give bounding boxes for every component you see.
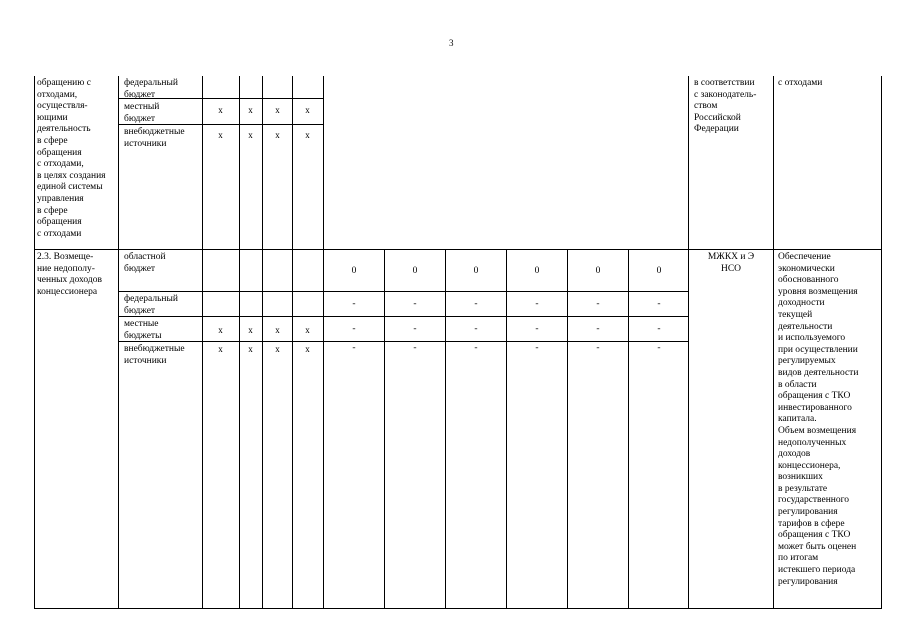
x-mark: х bbox=[305, 344, 310, 354]
measure-name: обращению с отходами, осуществля- ющими деятельность в сфере обращения с отходами, в целях создания единой системы управления в сфере обращения с отходами bbox=[37, 78, 106, 239]
x-mark: х bbox=[305, 105, 310, 115]
value-cell: - bbox=[535, 299, 539, 309]
table-border-right bbox=[881, 76, 882, 609]
table-border-left bbox=[34, 76, 35, 609]
value-cell: - bbox=[535, 343, 539, 353]
table-border-bottom bbox=[34, 608, 882, 609]
funding-source-regional: областной бюджет bbox=[124, 252, 166, 274]
x-mark: х bbox=[275, 325, 280, 335]
x-mark: х bbox=[218, 130, 223, 140]
value-cell: - bbox=[413, 324, 417, 334]
x-mark: х bbox=[275, 130, 280, 140]
value-cell: - bbox=[596, 343, 600, 353]
value-cell: 0 bbox=[473, 266, 479, 276]
col-sep bbox=[292, 76, 293, 609]
x-mark: х bbox=[248, 105, 253, 115]
x-mark: х bbox=[248, 344, 253, 354]
value-cell: - bbox=[596, 299, 600, 309]
col-sep bbox=[262, 76, 263, 609]
value-cell: - bbox=[413, 343, 417, 353]
value-cell: 0 bbox=[534, 266, 540, 276]
value-cell: 0 bbox=[595, 266, 601, 276]
value-cell: - bbox=[657, 343, 661, 353]
value-cell: - bbox=[474, 299, 478, 309]
value-cell: - bbox=[352, 299, 356, 309]
page-number: 3 bbox=[449, 38, 454, 48]
value-cell: - bbox=[413, 299, 417, 309]
value-cell: - bbox=[596, 324, 600, 334]
x-mark: х bbox=[248, 130, 253, 140]
row-sep bbox=[118, 291, 689, 292]
value-cell: - bbox=[657, 324, 661, 334]
x-mark: х bbox=[218, 105, 223, 115]
x-mark: х bbox=[275, 105, 280, 115]
funding-source-federal: федеральный бюджет bbox=[124, 78, 178, 100]
executor: в соответствии с законодатель- ством Российской Федерации bbox=[694, 78, 757, 135]
value-cell: 0 bbox=[656, 266, 662, 276]
x-mark: х bbox=[218, 344, 223, 354]
expected-result: с отходами bbox=[778, 78, 823, 88]
expected-result: Обеспечение экономически обоснованного уровня возмещения доходности текущей деятельности и используемого при осуществлении регулируемых видов деятельности в области обращения с ТКО инвестированного капитала. Объем возмещения недополученных доходов концессионера, возникших в результате государственного регулирования тарифов в сфере обращения с ТКО может быть оценен по итогам истекшего периода регулирования bbox=[778, 252, 859, 587]
funding-source-extrabudgetary: внебюджетные источники bbox=[124, 127, 185, 149]
value-cell: - bbox=[535, 324, 539, 334]
x-mark: х bbox=[218, 325, 223, 335]
section-divider bbox=[34, 249, 882, 250]
measure-name: 2.3. Возмеще- ние недополу- ченных доходов концессионера bbox=[37, 252, 102, 297]
x-mark: х bbox=[275, 344, 280, 354]
funding-source-local: местные бюджеты bbox=[124, 319, 162, 341]
col-sep bbox=[773, 76, 774, 609]
value-cell: - bbox=[352, 343, 356, 353]
value-cell: - bbox=[352, 324, 356, 334]
row-sep bbox=[118, 316, 689, 317]
funding-source-extrabudgetary: внебюджетные источники bbox=[124, 344, 185, 366]
col-sep bbox=[202, 76, 203, 609]
executor: МЖКХ и Э НСО bbox=[707, 252, 755, 274]
value-cell: - bbox=[474, 324, 478, 334]
x-mark: х bbox=[305, 325, 310, 335]
value-cell: - bbox=[657, 299, 661, 309]
value-cell: 0 bbox=[412, 266, 418, 276]
budget-table bbox=[34, 76, 882, 609]
value-cell: - bbox=[474, 343, 478, 353]
funding-source-federal: федеральный бюджет bbox=[124, 294, 178, 316]
funding-source-local: местный бюджет bbox=[124, 102, 160, 124]
x-mark: х bbox=[248, 325, 253, 335]
row-sep bbox=[118, 341, 689, 342]
col-sep bbox=[239, 76, 240, 609]
x-mark: х bbox=[305, 130, 310, 140]
value-cell: 0 bbox=[351, 266, 357, 276]
